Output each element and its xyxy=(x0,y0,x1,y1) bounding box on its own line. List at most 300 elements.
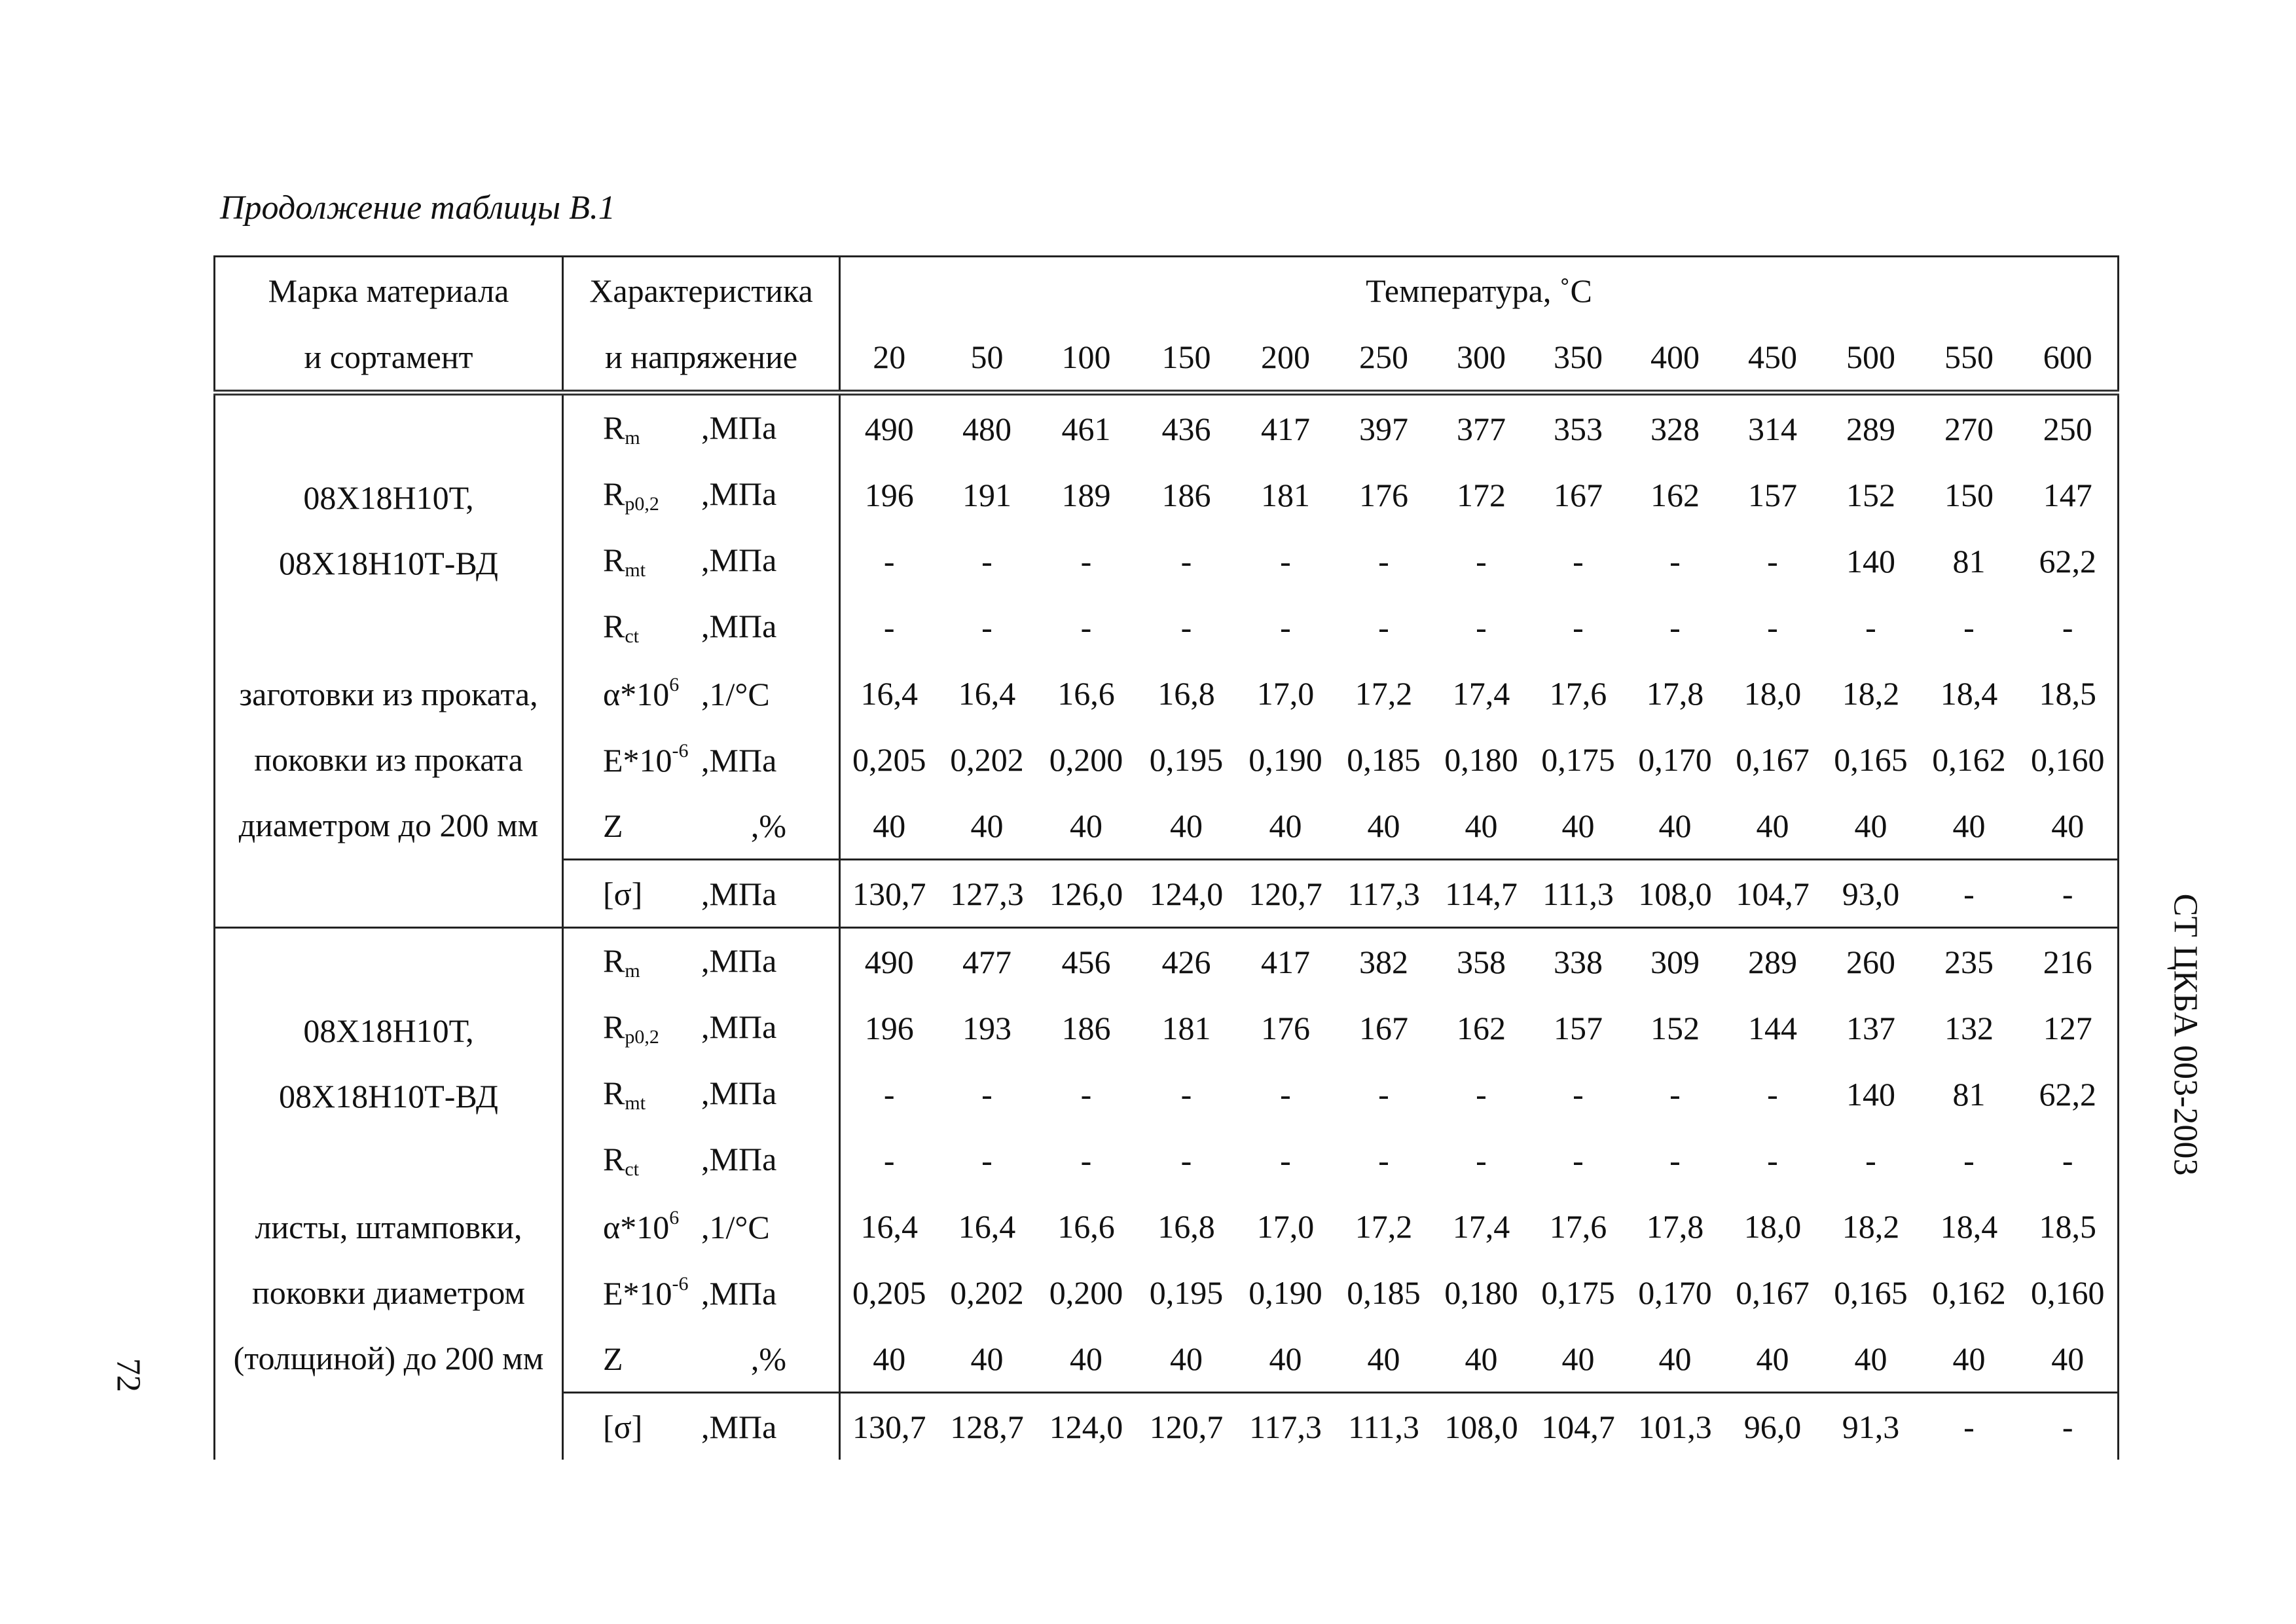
value-cell: - xyxy=(981,608,993,646)
value-cell: 480 xyxy=(962,410,1011,447)
value-cell: 0,195 xyxy=(1149,741,1224,778)
characteristic-symbol xyxy=(564,541,701,581)
value-cell: - xyxy=(1180,608,1192,646)
value-cell: - xyxy=(1180,1075,1192,1113)
value-cell: 40 xyxy=(1658,1340,1692,1377)
value-cell: 0,175 xyxy=(1541,1274,1615,1311)
value-cell: 382 xyxy=(1335,928,1433,995)
value-cell: 456 xyxy=(1036,928,1137,995)
value-cell: 140 xyxy=(1846,1075,1895,1113)
value-cell: - xyxy=(1280,1075,1291,1113)
characteristic-symbol xyxy=(564,875,701,913)
header-temperature: 250 xyxy=(1335,323,1433,393)
value-cell: - xyxy=(1080,1075,1092,1113)
header-temperature: 200 xyxy=(1237,323,1335,393)
characteristic-symbol xyxy=(564,1340,701,1378)
value-cell: 40 xyxy=(1367,807,1400,844)
value-cell: - xyxy=(1476,542,1487,580)
value-cell: 40 xyxy=(873,807,906,844)
value-cell: 186 xyxy=(1161,476,1211,513)
value-cell: 477 xyxy=(938,928,1036,995)
value-cell: 140 xyxy=(1846,542,1895,580)
value-cell: 40 xyxy=(1561,807,1595,844)
value-cell: 18,4 xyxy=(1940,674,1998,712)
characteristic-cell xyxy=(563,726,840,792)
characteristic-symbol xyxy=(564,409,701,449)
value-cell: 426 xyxy=(1137,928,1237,995)
value-cell: 17,8 xyxy=(1646,674,1704,712)
value-cell: 16,6 xyxy=(1057,1208,1115,1245)
value-cell: 16,8 xyxy=(1157,1208,1215,1245)
value-cell: 186 xyxy=(1061,1009,1111,1046)
value-cell: - xyxy=(1920,860,2018,928)
characteristic-unit: ,МПа xyxy=(701,607,777,644)
value-cell: - xyxy=(981,1141,993,1179)
value-cell: 17,8 xyxy=(1646,1208,1704,1245)
value-cell: - xyxy=(1280,1141,1291,1179)
page-number: 72 xyxy=(109,1358,147,1392)
characteristic-unit: ,МПа xyxy=(701,409,777,446)
material-line xyxy=(215,596,562,661)
value-cell: 104,7 xyxy=(1530,1393,1627,1460)
material-line: (толщиной) до 200 мм xyxy=(233,1339,544,1376)
value-cell: - xyxy=(1378,1141,1389,1179)
characteristic-cell xyxy=(563,1193,840,1259)
table-row xyxy=(215,393,2119,462)
value-cell: 147 xyxy=(2018,462,2119,528)
symbol-main: R xyxy=(603,607,625,644)
table-body xyxy=(215,393,2119,1460)
characteristic-unit: ,% xyxy=(750,807,786,844)
characteristic-cell xyxy=(563,995,840,1061)
value-cell: 417 xyxy=(1261,410,1310,447)
characteristic-cell xyxy=(563,1127,840,1193)
characteristic-cell xyxy=(563,928,840,995)
value-cell: - xyxy=(2018,1393,2119,1460)
value-cell: 314 xyxy=(1748,410,1797,447)
characteristic-cell xyxy=(563,462,840,528)
value-cell: - xyxy=(1767,608,1778,646)
characteristic-symbol xyxy=(564,674,701,713)
value-cell: 150 xyxy=(1944,476,1994,513)
characteristic-unit: ,МПа xyxy=(701,1408,777,1445)
value-cell: 40 xyxy=(1070,1340,1102,1377)
characteristic-symbol xyxy=(564,1207,701,1246)
symbol-superscript: -6 xyxy=(672,739,689,762)
value-cell: 18,4 xyxy=(1940,1208,1998,1245)
value-cell: 40 xyxy=(1756,1340,1789,1377)
material-line: 08Х18Н10Т, xyxy=(303,479,474,516)
value-cell: 108,0 xyxy=(1627,860,1724,928)
value-cell: - xyxy=(1378,608,1389,646)
characteristic-symbol xyxy=(564,1273,701,1312)
value-cell: 16,4 xyxy=(958,674,1016,712)
material-line: поковки из проката xyxy=(254,741,523,778)
characteristic-unit: ,МПа xyxy=(701,475,777,512)
value-cell: 0,180 xyxy=(1444,1274,1518,1311)
value-cell: 167 xyxy=(1554,476,1603,513)
value-cell: - xyxy=(1080,608,1092,646)
value-cell: 172 xyxy=(1457,476,1506,513)
value-cell: 104,7 xyxy=(1724,860,1822,928)
value-cell: - xyxy=(1767,542,1778,580)
value-cell: 196 xyxy=(864,476,914,513)
value-cell: 0,202 xyxy=(950,1274,1024,1311)
value-cell: 0,205 xyxy=(852,741,926,778)
value-cell: 289 xyxy=(1724,928,1822,995)
value-cell: 120,7 xyxy=(1237,860,1335,928)
header-material-line2: и сортамент xyxy=(215,323,563,393)
characteristic-unit: ,МПа xyxy=(701,1140,777,1177)
symbol-main: [σ] xyxy=(603,1408,643,1445)
symbol-subscript: ct xyxy=(625,1158,640,1180)
characteristic-unit: ,МПа xyxy=(701,541,777,578)
value-cell: - xyxy=(1865,1141,1876,1179)
value-cell: 40 xyxy=(970,807,1004,844)
characteristic-symbol xyxy=(564,1074,701,1115)
value-cell: 40 xyxy=(1170,807,1203,844)
symbol-subscript: mt xyxy=(625,1092,646,1114)
value-cell: 16,4 xyxy=(860,674,918,712)
header-temperature-title: Температура, ˚С xyxy=(840,257,2119,324)
value-cell: 132 xyxy=(1944,1009,1994,1046)
material-cell xyxy=(215,393,563,928)
value-cell: 289 xyxy=(1846,410,1895,447)
value-cell: 0,175 xyxy=(1541,741,1615,778)
value-cell: 40 xyxy=(1854,807,1887,844)
header-characteristic-line2: и напряжение xyxy=(563,323,840,393)
characteristic-symbol xyxy=(564,1408,701,1446)
value-cell: 17,2 xyxy=(1355,674,1413,712)
value-cell: 0,167 xyxy=(1736,1274,1810,1311)
value-cell: 181 xyxy=(1261,476,1310,513)
value-cell: 18,2 xyxy=(1842,674,1900,712)
value-cell: 17,6 xyxy=(1549,1208,1607,1245)
value-cell: 17,0 xyxy=(1256,1208,1315,1245)
value-cell: 144 xyxy=(1748,1009,1797,1046)
material-line: заготовки из проката, xyxy=(239,675,538,712)
value-cell: - xyxy=(1963,1141,1975,1179)
value-cell: 196 xyxy=(864,1009,914,1046)
value-cell: 0,165 xyxy=(1834,1274,1908,1311)
value-cell: 193 xyxy=(962,1009,1011,1046)
value-cell: - xyxy=(1767,1141,1778,1179)
value-cell: 62,2 xyxy=(2018,1061,2119,1127)
characteristic-cell xyxy=(563,1259,840,1325)
symbol-main: R xyxy=(603,942,625,979)
value-cell: 260 xyxy=(1822,928,1920,995)
characteristic-cell xyxy=(563,594,840,660)
value-cell: - xyxy=(1669,542,1681,580)
value-cell: 189 xyxy=(1061,476,1111,513)
characteristic-symbol xyxy=(564,942,701,982)
value-cell: - xyxy=(883,1075,895,1113)
value-cell: 358 xyxy=(1433,928,1530,995)
value-cell: 40 xyxy=(1269,807,1302,844)
value-cell: 130,7 xyxy=(840,860,938,928)
value-cell: 0,167 xyxy=(1736,741,1810,778)
value-cell: - xyxy=(981,542,993,580)
value-cell: 81 xyxy=(1952,542,1986,580)
symbol-subscript: mt xyxy=(625,559,646,581)
value-cell: 124,0 xyxy=(1036,1393,1137,1460)
value-cell: - xyxy=(1180,1141,1192,1179)
value-cell: 0,185 xyxy=(1347,741,1421,778)
symbol-main: R xyxy=(603,409,625,446)
value-cell: 490 xyxy=(864,410,914,447)
value-cell: 152 xyxy=(1650,1009,1700,1046)
value-cell: 436 xyxy=(1161,410,1211,447)
value-cell: - xyxy=(981,1075,993,1113)
value-cell: 461 xyxy=(1061,410,1111,447)
value-cell: - xyxy=(2018,594,2119,660)
header-temperature: 300 xyxy=(1433,323,1530,393)
value-cell: 40 xyxy=(2018,1325,2119,1393)
value-cell: - xyxy=(1669,608,1681,646)
value-cell: 18,0 xyxy=(1743,674,1802,712)
value-cell: - xyxy=(2018,860,2119,928)
value-cell: 328 xyxy=(1650,410,1700,447)
value-cell: - xyxy=(1280,542,1291,580)
value-cell: 338 xyxy=(1530,928,1627,995)
value-cell: 81 xyxy=(1952,1075,1986,1113)
header-temperature: 500 xyxy=(1822,323,1920,393)
value-cell: 111,3 xyxy=(1335,1393,1433,1460)
value-cell: 0,200 xyxy=(1049,741,1123,778)
value-cell: - xyxy=(1476,1141,1487,1179)
value-cell: 91,3 xyxy=(1822,1393,1920,1460)
value-cell: - xyxy=(1573,608,1584,646)
value-cell: 0,162 xyxy=(1932,1274,2006,1311)
value-cell: 40 xyxy=(1952,807,1986,844)
header-material: Марка материала xyxy=(215,257,563,324)
value-cell: 18,2 xyxy=(1842,1208,1900,1245)
value-cell: 137 xyxy=(1846,1009,1895,1046)
value-cell: 40 xyxy=(1367,1340,1400,1377)
value-cell: - xyxy=(1476,608,1487,646)
material-cell xyxy=(215,928,563,1460)
value-cell: 40 xyxy=(1465,1340,1498,1377)
symbol-main: E*10 xyxy=(603,1274,672,1312)
value-cell: 417 xyxy=(1237,928,1335,995)
value-cell: 16,4 xyxy=(958,1208,1016,1245)
header-temperature: 50 xyxy=(938,323,1036,393)
symbol-subscript: m xyxy=(625,959,640,982)
symbol-main: R xyxy=(603,1008,625,1045)
value-cell: 40 xyxy=(2018,792,2119,860)
table-caption: Продолжение таблицы В.1 xyxy=(220,189,615,227)
characteristic-cell xyxy=(563,1325,840,1393)
value-cell: - xyxy=(1767,1075,1778,1113)
header-temperature: 600 xyxy=(2018,323,2119,393)
value-cell: 111,3 xyxy=(1530,860,1627,928)
header-temperature: 150 xyxy=(1137,323,1237,393)
value-cell: 17,6 xyxy=(1549,674,1607,712)
value-cell: 18,5 xyxy=(2018,1193,2119,1259)
value-cell: - xyxy=(1476,1075,1487,1113)
value-cell: 0,165 xyxy=(1834,741,1908,778)
value-cell: 127 xyxy=(2018,995,2119,1061)
material-line: 08Х18Н10Т, xyxy=(303,1012,474,1049)
characteristic-symbol xyxy=(564,475,701,515)
value-cell: 124,0 xyxy=(1137,860,1237,928)
value-cell: 40 xyxy=(1465,807,1498,844)
value-cell: 40 xyxy=(873,1340,906,1377)
characteristic-symbol xyxy=(564,607,701,648)
value-cell: - xyxy=(1669,1075,1681,1113)
value-cell: - xyxy=(1080,1141,1092,1179)
value-cell: 0,180 xyxy=(1444,741,1518,778)
symbol-main: R xyxy=(603,1074,625,1111)
value-cell: - xyxy=(1080,542,1092,580)
characteristic-unit: ,МПа xyxy=(701,741,777,779)
symbol-superscript: 6 xyxy=(669,1206,680,1228)
material-line: поковки диаметром xyxy=(251,1274,526,1311)
material-line xyxy=(215,1129,562,1194)
symbol-main: R xyxy=(603,475,625,512)
value-cell: 18,5 xyxy=(2018,660,2119,726)
characteristic-unit: ,МПа xyxy=(701,1074,777,1111)
value-cell: 157 xyxy=(1554,1009,1603,1046)
value-cell: 176 xyxy=(1359,476,1408,513)
symbol-subscript: p0,2 xyxy=(625,492,659,515)
value-cell: 114,7 xyxy=(1433,860,1530,928)
value-cell: 0,160 xyxy=(2018,1259,2119,1325)
value-cell: 117,3 xyxy=(1237,1393,1335,1460)
header-temperature: 350 xyxy=(1530,323,1627,393)
value-cell: 40 xyxy=(1070,807,1102,844)
value-cell: 126,0 xyxy=(1036,860,1137,928)
value-cell: 128,7 xyxy=(938,1393,1036,1460)
header-characteristic: Характеристика xyxy=(563,257,840,324)
value-cell: 0,200 xyxy=(1049,1274,1123,1311)
symbol-subscript: p0,2 xyxy=(625,1025,659,1048)
characteristic-unit: ,1/°С xyxy=(701,675,770,712)
header-temperature: 20 xyxy=(840,323,938,393)
value-cell: 40 xyxy=(1170,1340,1203,1377)
value-cell: 17,4 xyxy=(1452,1208,1510,1245)
value-cell: 108,0 xyxy=(1433,1393,1530,1460)
value-cell: - xyxy=(1573,1141,1584,1179)
value-cell: - xyxy=(2018,1127,2119,1193)
value-cell: 40 xyxy=(1756,807,1789,844)
value-cell: 235 xyxy=(1920,928,2018,995)
symbol-superscript: 6 xyxy=(669,673,680,695)
value-cell: 17,4 xyxy=(1452,674,1510,712)
characteristic-cell xyxy=(563,792,840,860)
characteristic-cell xyxy=(563,1393,840,1460)
value-cell: 62,2 xyxy=(2018,528,2119,594)
value-cell: 0,205 xyxy=(852,1274,926,1311)
symbol-main: α*10 xyxy=(603,1208,670,1246)
value-cell: 377 xyxy=(1457,410,1506,447)
characteristic-unit: ,1/°С xyxy=(701,1208,770,1246)
value-cell: 0,190 xyxy=(1248,741,1322,778)
value-cell: 93,0 xyxy=(1822,860,1920,928)
value-cell: 162 xyxy=(1457,1009,1506,1046)
value-cell: 17,0 xyxy=(1256,674,1315,712)
value-cell: - xyxy=(883,608,895,646)
value-cell: 40 xyxy=(970,1340,1004,1377)
characteristic-unit: ,МПа xyxy=(701,1274,777,1312)
properties-table xyxy=(213,255,2119,1460)
header-temperature: 550 xyxy=(1920,323,2018,393)
value-cell: - xyxy=(1669,1141,1681,1179)
characteristic-symbol xyxy=(564,1008,701,1048)
characteristic-symbol xyxy=(564,807,701,845)
value-cell: 0,190 xyxy=(1248,1274,1322,1311)
value-cell: 127,3 xyxy=(938,860,1036,928)
symbol-main: R xyxy=(603,541,625,578)
symbol-main: R xyxy=(603,1140,625,1177)
header-temperature: 400 xyxy=(1627,323,1724,393)
header-temperature: 450 xyxy=(1724,323,1822,393)
table-row xyxy=(215,928,2119,995)
value-cell: 309 xyxy=(1627,928,1724,995)
value-cell: - xyxy=(1573,1075,1584,1113)
value-cell: 0,170 xyxy=(1638,1274,1712,1311)
value-cell: 40 xyxy=(1658,807,1692,844)
value-cell: 120,7 xyxy=(1137,1393,1237,1460)
value-cell: 96,0 xyxy=(1724,1393,1822,1460)
value-cell: - xyxy=(1280,608,1291,646)
material-line: листы, штамповки, xyxy=(255,1208,522,1246)
value-cell: - xyxy=(1865,608,1876,646)
symbol-superscript: -6 xyxy=(672,1272,689,1295)
value-cell: 162 xyxy=(1650,476,1700,513)
value-cell: - xyxy=(883,542,895,580)
value-cell: 117,3 xyxy=(1335,860,1433,928)
symbol-main: E*10 xyxy=(603,741,672,779)
value-cell: 16,8 xyxy=(1157,674,1215,712)
characteristic-cell xyxy=(563,1061,840,1127)
characteristic-cell xyxy=(563,393,840,462)
material-line: 08Х18Н10Т-ВД xyxy=(279,544,498,581)
characteristic-cell xyxy=(563,860,840,928)
symbol-main: Z xyxy=(603,1340,623,1377)
document-id: СТ ЦКБА 003-2003 xyxy=(2166,893,2204,1176)
characteristic-symbol xyxy=(564,740,701,779)
value-cell: 167 xyxy=(1359,1009,1408,1046)
value-cell: 216 xyxy=(2018,928,2119,995)
characteristic-cell xyxy=(563,660,840,726)
value-cell: 176 xyxy=(1261,1009,1310,1046)
symbol-subscript: m xyxy=(625,426,640,449)
value-cell: 101,3 xyxy=(1627,1393,1724,1460)
value-cell: 490 xyxy=(840,928,938,995)
material-line: диаметром до 200 мм xyxy=(238,806,539,843)
value-cell: 353 xyxy=(1554,410,1603,447)
value-cell: 191 xyxy=(962,476,1011,513)
value-cell: 270 xyxy=(1944,410,1994,447)
value-cell: 40 xyxy=(1269,1340,1302,1377)
value-cell: 0,160 xyxy=(2018,726,2119,792)
value-cell: 16,4 xyxy=(860,1208,918,1245)
symbol-main: Z xyxy=(603,807,623,844)
value-cell: 152 xyxy=(1846,476,1895,513)
value-cell: - xyxy=(1963,608,1975,646)
symbol-subscript: ct xyxy=(625,625,640,647)
value-cell: - xyxy=(1378,1075,1389,1113)
characteristic-unit: ,МПа xyxy=(701,875,777,912)
characteristic-unit: ,МПа xyxy=(701,1008,777,1045)
value-cell: 0,202 xyxy=(950,741,1024,778)
value-cell: - xyxy=(1573,542,1584,580)
value-cell: - xyxy=(1920,1393,2018,1460)
value-cell: 181 xyxy=(1161,1009,1211,1046)
symbol-main: α*10 xyxy=(603,675,670,712)
value-cell: 157 xyxy=(1748,476,1797,513)
